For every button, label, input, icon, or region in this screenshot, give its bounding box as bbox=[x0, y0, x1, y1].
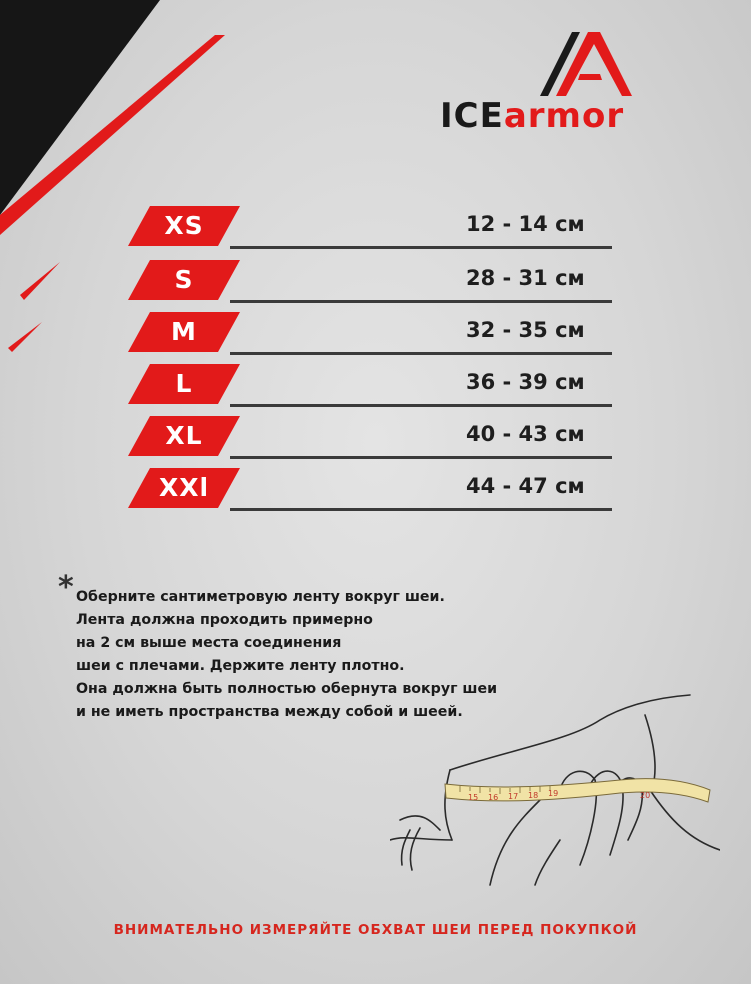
row-divider bbox=[230, 404, 612, 407]
tape-number: 18 bbox=[528, 791, 539, 800]
brand-mark-icon bbox=[440, 30, 720, 100]
brand-logo bbox=[440, 30, 720, 140]
size-range: 40 - 43 см bbox=[466, 422, 585, 446]
instruction-line: Лента должна проходить примерно bbox=[76, 612, 373, 628]
size-label: XXl bbox=[158, 473, 210, 502]
size-row-xl bbox=[0, 416, 751, 460]
size-row-xxl bbox=[0, 468, 751, 512]
instruction-line: Оберните сантиметровую ленту вокруг шеи. bbox=[76, 589, 445, 605]
instruction-line: Она должна быть полностью обернута вокруг шеи bbox=[76, 681, 498, 697]
size-row-l bbox=[0, 364, 751, 408]
size-range: 36 - 39 см bbox=[466, 370, 585, 394]
size-badge bbox=[128, 468, 240, 508]
corner-stripes bbox=[0, 0, 240, 360]
row-divider bbox=[230, 508, 612, 511]
tape-number: 20 bbox=[640, 791, 651, 800]
tape-number: 15 bbox=[468, 793, 479, 802]
row-divider bbox=[230, 246, 612, 249]
size-label: XS bbox=[164, 211, 204, 240]
size-badge bbox=[128, 416, 240, 456]
size-label: M bbox=[171, 317, 197, 346]
row-divider bbox=[230, 352, 612, 355]
size-row-s bbox=[0, 260, 751, 304]
instruction-line: шеи с плечами. Держите ленту плотно. bbox=[76, 658, 405, 674]
tape-number: 17 bbox=[508, 792, 519, 801]
row-divider bbox=[230, 300, 612, 303]
size-label: L bbox=[175, 369, 193, 398]
size-range: 28 - 31 см bbox=[466, 266, 585, 290]
size-label: S bbox=[174, 265, 194, 294]
brand-name-part1: ICE bbox=[440, 96, 504, 136]
note-asterisk: * bbox=[58, 570, 74, 605]
size-row-m bbox=[0, 312, 751, 356]
footer-warning: ВНИМАТЕЛЬНО ИЗМЕРЯЙТЕ ОБХВАТ ШЕИ ПЕРЕД ПОКУПКОЙ bbox=[113, 922, 638, 938]
size-range: 32 - 35 см bbox=[466, 318, 585, 342]
neck-measurement-illustration bbox=[390, 690, 720, 890]
size-range: 12 - 14 см bbox=[466, 212, 585, 236]
instruction-line: и не иметь пространства между собой и шеей. bbox=[76, 704, 463, 720]
instruction-line: на 2 см выше места соединения bbox=[76, 635, 342, 651]
size-badge bbox=[128, 364, 240, 404]
size-label: XL bbox=[165, 421, 203, 450]
size-row-xs bbox=[0, 206, 751, 250]
size-badge bbox=[128, 312, 240, 352]
tape-number: 19 bbox=[548, 789, 559, 798]
brand-name-part2: armor bbox=[503, 96, 625, 136]
size-range: 44 - 47 см bbox=[466, 474, 585, 498]
row-divider bbox=[230, 456, 612, 459]
size-badge bbox=[128, 206, 240, 246]
size-badge bbox=[128, 260, 240, 300]
tape-number: 16 bbox=[488, 793, 499, 802]
brand-name bbox=[440, 96, 624, 136]
